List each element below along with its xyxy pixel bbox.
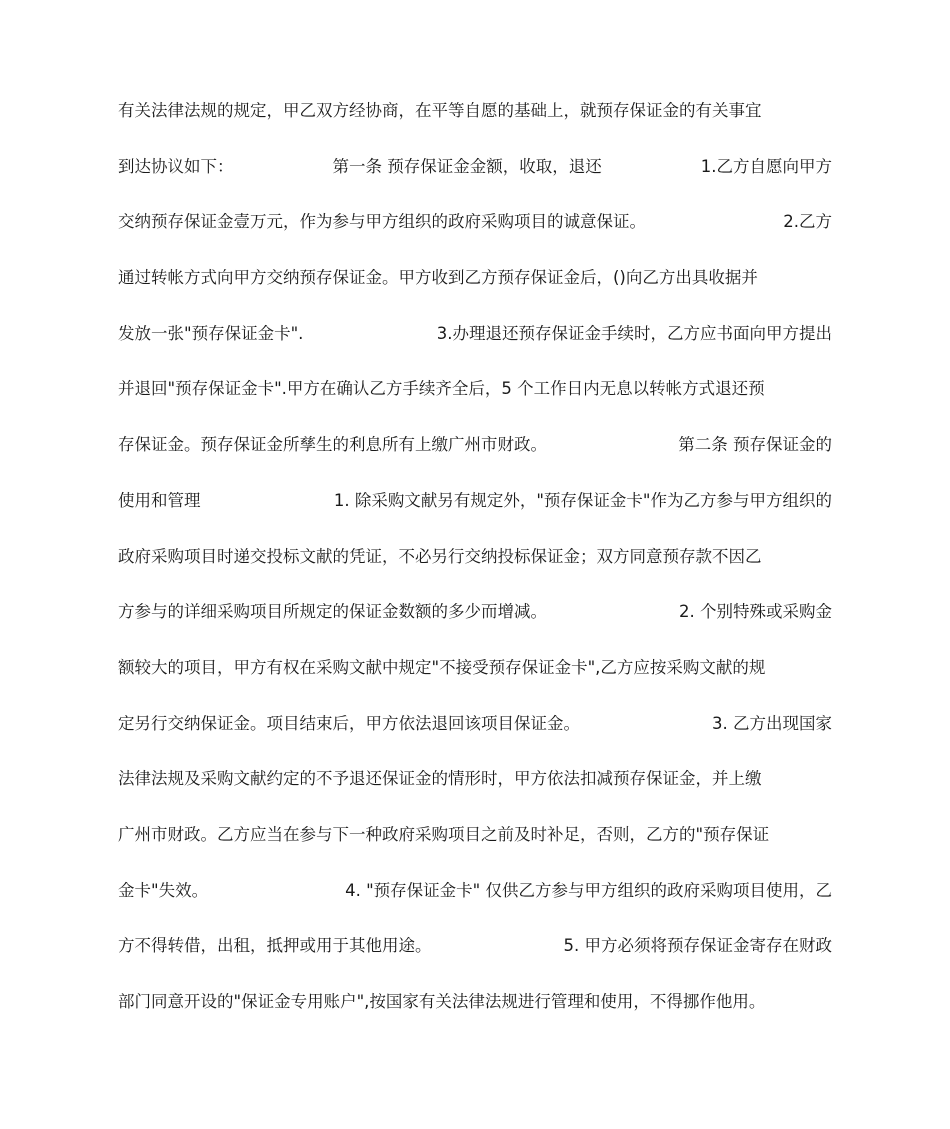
text-segment: 定另行交纳保证金。项目结束后，甲方依法退回该项目保证金。 <box>118 713 580 733</box>
text-line <box>118 371 832 427</box>
text-line <box>118 260 832 316</box>
text-segment: 3.办理退还预存保证金手续时，乙方应书面向甲方提出 <box>436 323 832 343</box>
text-segment: 法律法规及采购文献约定的不予退还保证金的情形时，甲方依法扣减预存保证金，并上缴 <box>118 769 762 789</box>
text-line <box>118 984 832 1040</box>
text-line <box>118 427 832 483</box>
text-segment: 2. 个别特殊或采购金 <box>679 602 832 622</box>
text-line <box>118 149 832 205</box>
text-segment: 存保证金。预存保证金所孳生的利息所有上缴广州市财政。 <box>118 435 547 455</box>
text-line <box>118 928 832 984</box>
text-line <box>118 483 832 539</box>
text-line <box>118 873 832 929</box>
text-segment: 有关法律法规的规定，甲乙双方经协商，在平等自愿的基础上，就预存保证金的有关事宜 <box>118 101 762 120</box>
text-line <box>118 817 832 873</box>
article-heading: 第一条 预存保证金金额，收取，退还 <box>332 156 602 176</box>
text-segment: 并退回"预存保证金卡".甲方在确认乙方手续齐全后，5 个工作日内无息以转帐方式退还预 <box>118 379 765 399</box>
text-line <box>118 761 832 817</box>
article-heading: 第二条 预存保证金的 <box>678 435 832 455</box>
text-segment: 到达协议如下： <box>118 156 234 176</box>
text-segment: 3. 乙方出现国家 <box>712 713 832 733</box>
text-segment: 额较大的项目，甲方有权在采购文献中规定"不接受预存保证金卡",乙方应按采购文献的规 <box>118 657 766 677</box>
text-segment: 通过转帐方式向甲方交纳预存保证金。甲方收到乙方预存保证金后，()向乙方出具收据并 <box>118 268 758 288</box>
text-segment: 部门同意开设的"保证金专用账户",按国家有关法律法规进行管理和使用，不得挪作他用。 <box>118 992 766 1011</box>
text-segment: 使用和管理 <box>118 490 201 510</box>
text-segment: 方参与的详细采购项目所规定的保证金数额的多少而增减。 <box>118 602 547 622</box>
text-line <box>118 93 832 149</box>
text-segment: 4. "预存保证金卡" 仅供乙方参与甲方组织的政府采购项目使用，乙 <box>345 880 832 900</box>
document-body <box>118 93 832 1040</box>
text-segment: 2.乙方 <box>783 212 832 232</box>
text-segment: 金卡"失效。 <box>118 880 209 900</box>
text-segment: 1. 除采购文献另有规定外，"预存保证金卡"作为乙方参与甲方组织的 <box>333 490 832 510</box>
text-segment: 交纳预存保证金壹万元，作为参与甲方组织的政府采购项目的诚意保证。 <box>118 212 646 232</box>
text-line <box>118 204 832 260</box>
text-segment: 5. 甲方必须将预存保证金寄存在财政 <box>563 936 832 956</box>
text-line <box>118 594 832 650</box>
text-segment: 政府采购项目时递交投标文献的凭证，不必另行交纳投标保证金；双方同意预存款不因乙 <box>118 546 762 566</box>
text-line <box>118 650 832 706</box>
text-segment: 1.乙方自愿向甲方 <box>700 156 832 176</box>
text-segment: 广州市财政。乙方应当在参与下一种政府采购项目之前及时补足，否则，乙方的"预存保证 <box>118 824 770 844</box>
text-line <box>118 539 832 595</box>
text-line <box>118 316 832 372</box>
text-line <box>118 706 832 762</box>
text-segment: 方不得转借，出租，抵押或用于其他用途。 <box>118 936 432 956</box>
text-segment: 发放一张"预存保证金卡". <box>118 323 304 343</box>
